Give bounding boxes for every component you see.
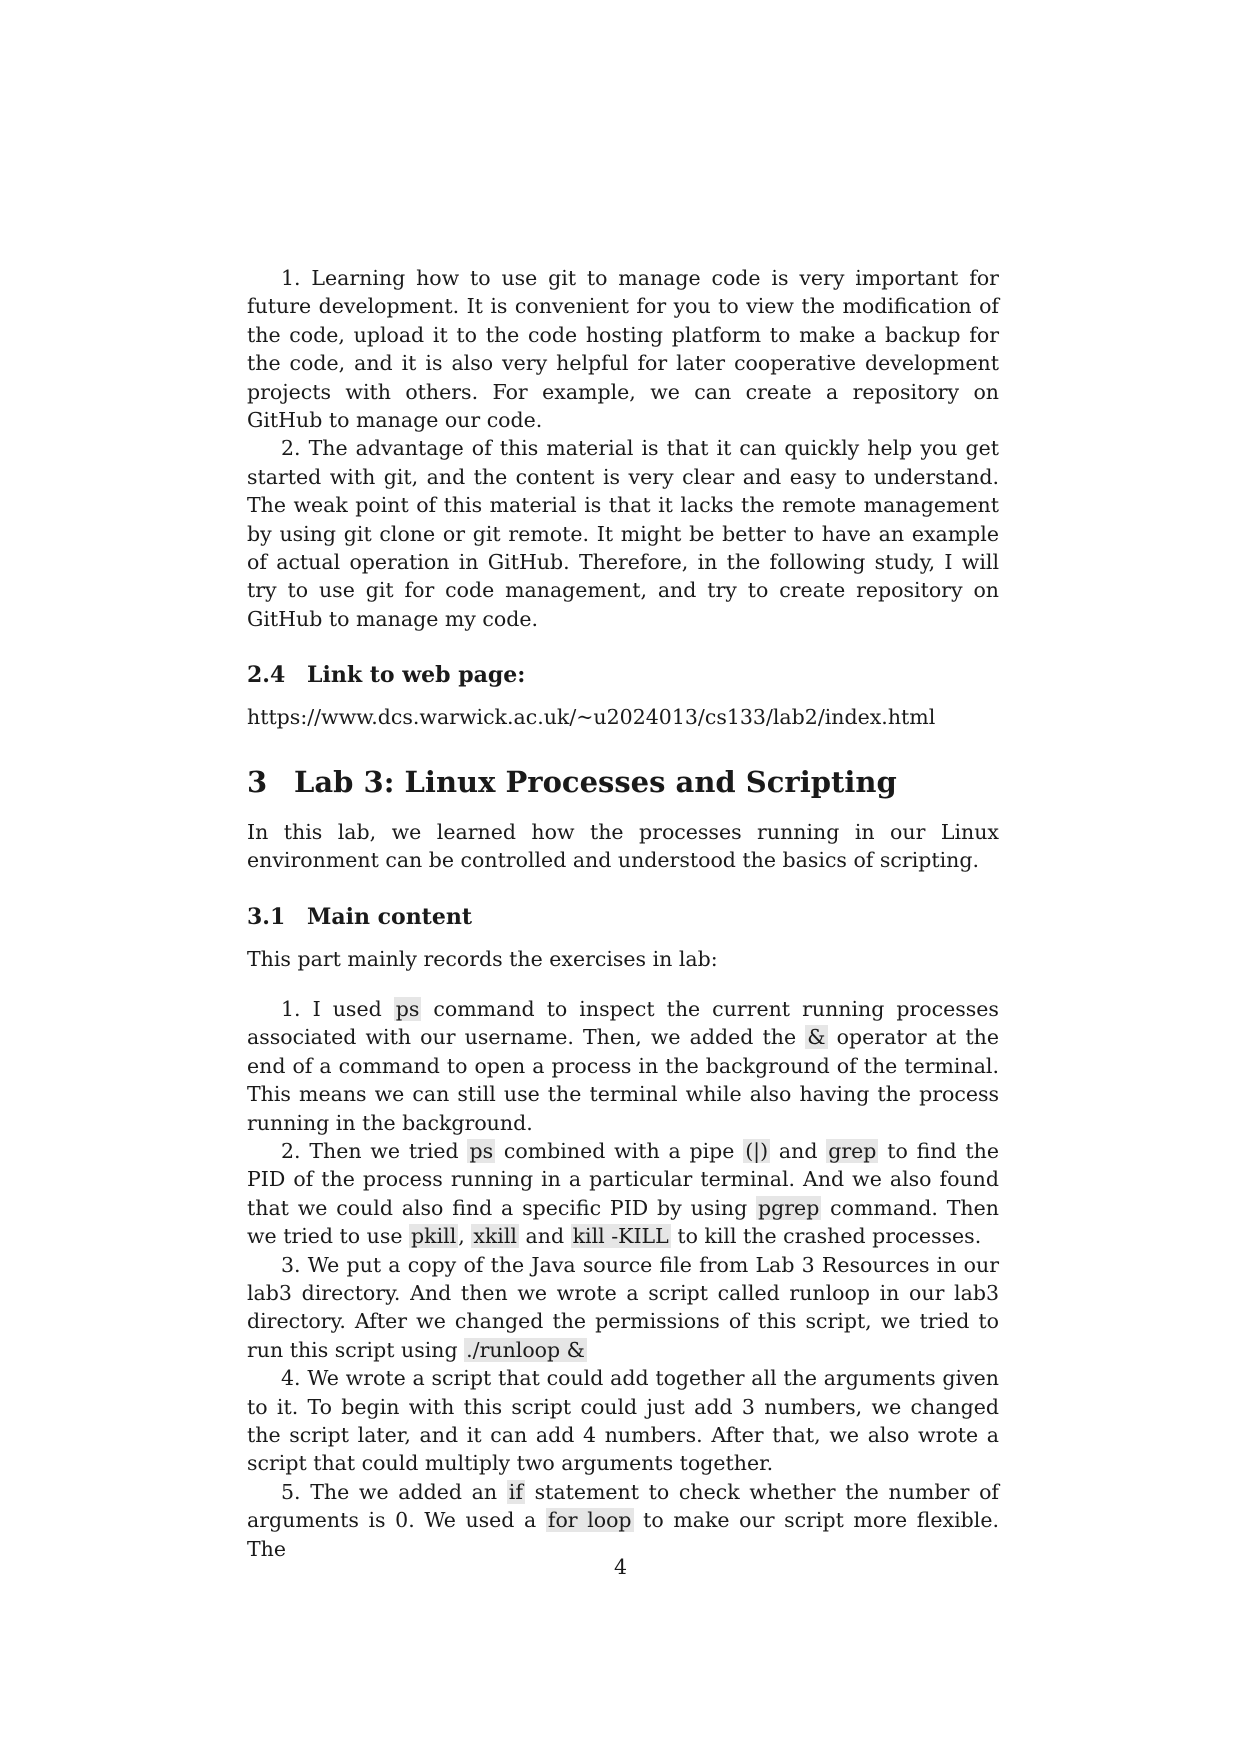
code-runloop: ./runloop & (466, 1337, 585, 1362)
section-title: Main content (307, 903, 472, 930)
code-ampersand: & (807, 1025, 826, 1050)
section-heading-3-1 (247, 903, 999, 931)
item-text: , (458, 1224, 465, 1249)
item-number: 1. (281, 996, 301, 1021)
item-text: Learning how to use git to manage code is very important for future development. It is convenient for you to view the modification of the code, upload it to the code hosting platform to make a backup for the code, and it is also very helpful for later cooperative development projects with others. For example, we can create a repository on GitHub to manage our code. (247, 266, 999, 433)
list-item (247, 1137, 999, 1251)
section-intro: This part mainly records the exercises in lab: (247, 946, 718, 971)
code-pkill: pkill (411, 1224, 457, 1249)
item-number: 2. (281, 436, 301, 461)
item-text: statement to check whether the number of arguments is 0. We used a (247, 1479, 999, 1533)
item-number: 1. (281, 266, 301, 290)
item-text: The we added an (310, 1479, 498, 1504)
item-text: and (778, 1138, 818, 1163)
item-number: 2. (281, 1138, 301, 1163)
item-text: to find the PID of the process running in a particular terminal. And we also found that we could also find a specific PID by using (247, 1138, 999, 1220)
item-text: operator at the end of a command to open a process in the background of the terminal. This means we can still use the terminal while also having the process running in the background. (247, 1025, 999, 1135)
page-number: 4 (613, 1555, 628, 1579)
code-xkill: xkill (473, 1224, 517, 1249)
item-text: command to inspect the current running processes associated with our username. Then, we added the (247, 996, 999, 1050)
item-text: and (525, 1224, 565, 1249)
item-text: Then we tried (309, 1138, 459, 1163)
item-text: The advantage of this material is that it can quickly help you get started with git, and the content is very clear and easy to understand. The weak point of this material is that it lacks the remote management by using git clone or git remote. It might be better to have an example of actual operation in GitHub. Therefore, in the following study, I will try to use git for code management, and try to create repository on GitHub to manage my code. (247, 436, 999, 631)
code-if: if (508, 1479, 523, 1504)
item-text: I used (312, 996, 382, 1021)
item-text: We wrote a script that could add together all the arguments given to it. To begin with this script could just add 3 numbers, we changed the script later, and it can add 4 numbers. After that, we also wrote a script that could multiply two arguments together. (247, 1366, 999, 1476)
list-item (247, 995, 999, 1137)
item-text: to make our script more flexible. The (247, 1508, 999, 1561)
list-item (247, 434, 999, 633)
code-ps: ps (469, 1138, 494, 1163)
code-kill: kill -KILL (572, 1224, 669, 1249)
item-number: 3. (281, 1252, 301, 1277)
item-text: We put a copy of the Java source file from Lab 3 Resources in our lab3 directory. And then we wrote a script called runloop in our lab3 directory. After we changed the permissions of this script, we tried to run this script using (247, 1252, 999, 1362)
section-number: 2.4 (247, 662, 286, 689)
item-text: combined with a pipe (503, 1138, 735, 1163)
document-body (247, 264, 999, 1563)
section-intro: In this lab, we learned how the processes running in our Linux environment can be controlled and understood the basics of scripting. (247, 819, 999, 873)
section-title: Link to web page: (307, 662, 526, 689)
lab-exercise-list (247, 995, 999, 1563)
list-item (247, 264, 999, 434)
item-number: 5. (281, 1479, 301, 1504)
item-number: 4. (281, 1366, 301, 1391)
code-grep: grep (828, 1138, 877, 1163)
list-item (247, 1364, 999, 1478)
code-pipe: (|) (745, 1138, 769, 1163)
list-item (247, 1478, 999, 1563)
code-for-loop: for loop (547, 1508, 632, 1533)
code-ps: ps (395, 996, 420, 1021)
code-pgrep: pgrep (758, 1195, 820, 1220)
item-text: to kill the crashed processes. (677, 1224, 982, 1249)
section-heading-3 (247, 764, 999, 800)
list-item (247, 1251, 999, 1365)
item-text: command. Then we tried to use (247, 1195, 999, 1249)
section-title: Lab 3: Linux Processes and Scripting (294, 764, 897, 799)
section-number: 3.1 (247, 903, 286, 930)
section-number: 3 (247, 764, 268, 799)
web-page-link[interactable]: https://www.dcs.warwick.ac.uk/~u2024013/cs133/lab2/index.html (247, 705, 936, 730)
section-heading-2-4 (247, 661, 999, 689)
